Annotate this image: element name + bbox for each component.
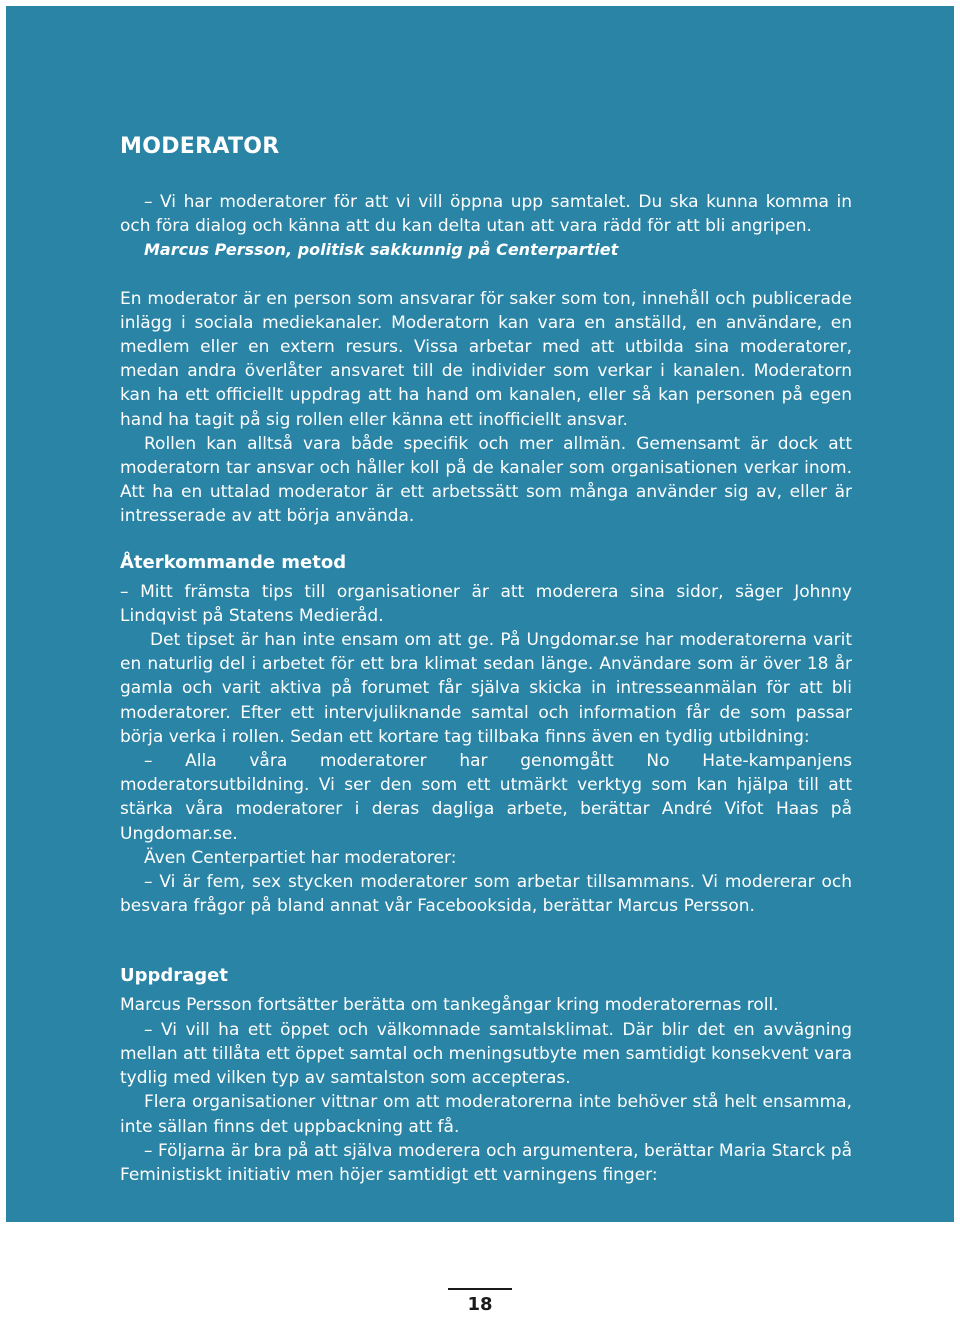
paragraph: – Vi är fem, sex stycken moderatorer som arbetar tillsammans. Vi modererar och besvara frågor på bland annat vår Facebooksida, berättar Marcus Persson.: [120, 872, 852, 917]
paragraph: – Följarna är bra på att själva moderera och argumentera, berättar Maria Starck på Feministiskt initiativ men höjer samtidigt ett varningens finger:: [120, 1140, 852, 1185]
content-panel: [6, 6, 954, 1222]
paragraph: Marcus Persson fortsätter berätta om tankegångar kring moderatorernas roll.: [120, 995, 779, 1016]
page-number: 18: [467, 1294, 493, 1315]
paragraph: Flera organisationer vittnar om att moderatorerna inte behöver stå helt ensamma, inte sällan finns det uppbackning att få.: [120, 1092, 852, 1137]
subheading-method: Återkommande metod: [120, 551, 347, 573]
paragraph: Rollen kan alltså vara både specifik och mer allmän. Gemensamt är dock att moderatorn tar ansvar och håller koll på de kanaler som organisationen verkar inom. Att ha en uttalad moderator är ett arbetssätt som många använder sig av, eller är intresserade av att börja använda.: [120, 433, 852, 527]
quote-text: – Vi har moderatorer för att vi vill öppna upp samtalet. Du ska kunna komma in och föra dialog och känna att du kan delta utan att vara rädd för att bli angripen.: [120, 192, 852, 237]
paragraph: – Alla våra moderatorer har genomgått No Hate-kampanjens moderatorsutbildning. Vi ser den som ett utmärkt verktyg som kan hjälpa till att stärka våra moderatorer i deras dagliga arbete, berättar André Vifot Haas på Ungdomar.se.: [120, 751, 852, 844]
paragraph: Även Centerpartiet har moderatorer:: [144, 847, 457, 868]
page-footer: [448, 1288, 512, 1317]
quote-attribution: Marcus Persson, politisk sakkunnig på Centerpartiet: [144, 240, 619, 260]
footer-divider: [448, 1288, 512, 1290]
subheading-assignment: Uppdraget: [120, 965, 228, 987]
paragraph: – Vi vill ha ett öppet och välkomnade samtalsklimat. Där blir det en avvägning mellan att tillåta ett öppet samtal och meningsutbyte men samtidigt konsekvent vara tydlig med vilken typ av samtalston som accepteras.: [120, 1019, 853, 1089]
section-title: MODERATOR: [120, 134, 280, 159]
paragraph: Det tipset är han inte ensam om att ge. På Ungdomar.se har moderatorerna varit en naturlig del i arbetet för ett bra klimat sedan länge. Användare som är över 18 år gamla och varit aktiva på forumet får själva skicka in intresseanmälan för att bli moderatorer. Efter ett intervjuliknande samtal och information får de som passar börja verka i rollen. Sedan ett kortare tag tillbaka finns även en tydlig utbildning:: [120, 630, 852, 747]
intro-quote: [120, 190, 852, 263]
paragraph: – Mitt främsta tips till organisationer är att moderera sina sidor, säger Johnny Lindqvist på Statens Medieråd.: [120, 581, 852, 626]
article-body: [120, 130, 852, 1187]
paragraph: En moderator är en person som ansvarar för saker som ton, innehåll och publicerade inlägg i sociala mediekanaler. Moderatorn kan vara en anställd, en användare, en medlem eller en extern resurs. Vissa arbetar med att utbilda sina moderatorer, medan andra överlåter ansvaret till de individer som verkar i kanalen. Moderatorn kan ha ett officiellt uppdrag att ha hand om kanalen, eller så kan personen på egen hand ha tagit på sig rollen eller känna ett inofficiellt ansvar.: [120, 288, 852, 430]
